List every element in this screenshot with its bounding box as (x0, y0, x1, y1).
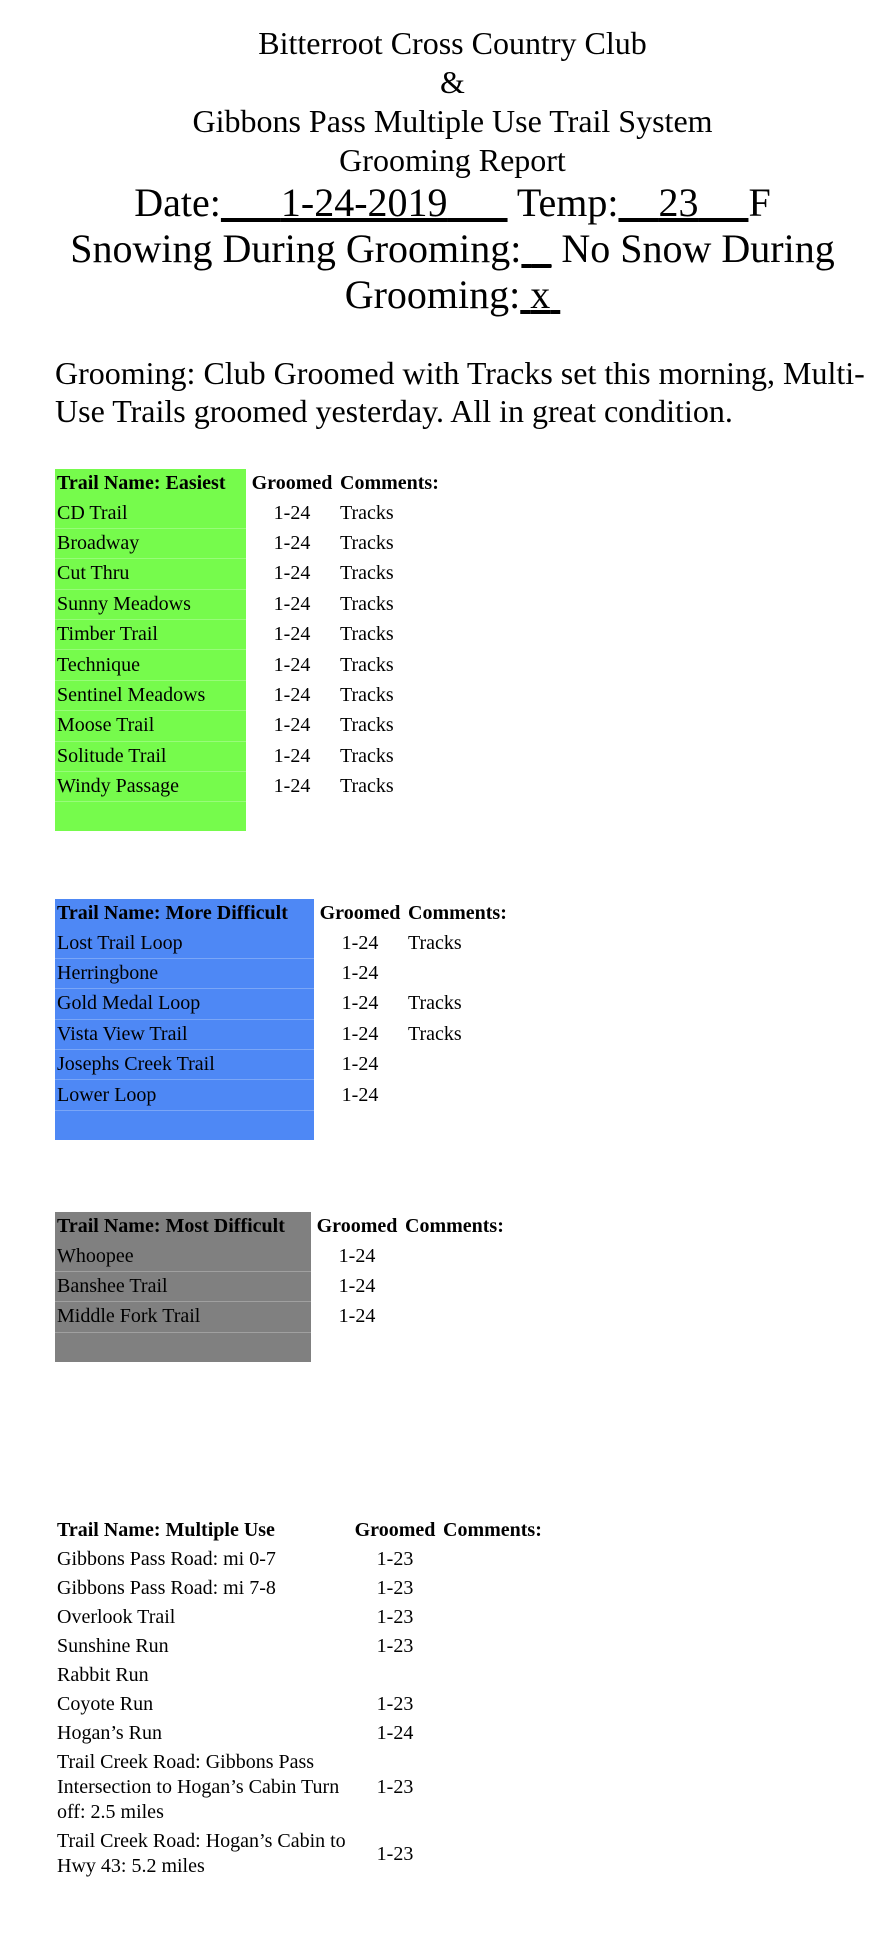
groomed-date: 1-24 (273, 744, 311, 767)
groomed-date: 1-23 (376, 1548, 414, 1570)
table-row (55, 1271, 527, 1301)
trail-name: Gibbons Pass Road: mi 7-8 (57, 1577, 276, 1599)
table-row (55, 1719, 565, 1748)
groomed-date: 1-24 (273, 501, 311, 524)
trail-name: Hogan’s Run (57, 1722, 162, 1744)
groomed-header: Groomed (354, 1519, 436, 1541)
trail-name-header: Trail Name: Most Difficult (55, 1212, 311, 1241)
snowing-value: _ (531, 226, 552, 271)
trail-comment (441, 1545, 565, 1574)
trail-comment: Tracks (340, 714, 394, 737)
date-value: 1-24-2019 (280, 180, 448, 225)
groomed-date: 1-24 (338, 1305, 376, 1328)
table-header-row (55, 899, 530, 928)
table-filler-row (55, 1110, 530, 1140)
trail-name: Cut Thru (55, 559, 246, 589)
report-header (0, 24, 887, 318)
groomed-date: 1-24 (273, 562, 311, 585)
trail-comment (406, 1080, 530, 1110)
groomed-header: Groomed (316, 1215, 398, 1238)
empty-cell (403, 1332, 527, 1362)
table-row (55, 589, 462, 619)
grooming-summary: Grooming: Club Groomed with Tracks set this morning, Multi-Use Trails groomed yesterday. All in great condition. (55, 355, 865, 429)
table-row (55, 771, 462, 801)
table-row (55, 1049, 530, 1079)
trail-name: Solitude Trail (55, 741, 246, 771)
groomed-date: 1-24 (273, 683, 311, 706)
trail-name: Technique (55, 650, 246, 680)
trail-name-header: Trail Name: More Difficult (55, 899, 314, 928)
trail-name: Sunshine Run (57, 1635, 169, 1657)
table-row (55, 1019, 530, 1049)
trail-name: Moose Trail (55, 711, 246, 741)
trail-comment (441, 1661, 565, 1690)
table-row (55, 958, 530, 988)
table-row (55, 711, 462, 741)
groomed-date: 1-24 (376, 1722, 414, 1744)
trail-comment (441, 1719, 565, 1748)
comments-header: Comments: (405, 1215, 504, 1238)
table-header-row (55, 1212, 527, 1241)
trail-name: Trail Creek Road: Gibbons Pass Intersection to Hogan’s Cabin Turn off: 2.5 miles (57, 1751, 340, 1823)
temp-unit: F (748, 180, 771, 225)
trail-comment: Tracks (408, 992, 462, 1015)
trail-comment (441, 1603, 565, 1632)
trail-comment (406, 958, 530, 988)
trail-comment (441, 1827, 565, 1881)
empty-cell (55, 1332, 311, 1362)
trail-name: Vista View Trail (55, 1019, 314, 1049)
snowing-line (0, 226, 887, 272)
trail-comment: Tracks (340, 744, 394, 767)
groomed-header: Groomed (251, 472, 333, 495)
trail-comment (441, 1574, 565, 1603)
groomed-date: 1-24 (338, 1244, 376, 1267)
snowing-label: Snowing During Grooming: (70, 226, 522, 271)
table-row (55, 1603, 565, 1632)
trail-name: Timber Trail (55, 619, 246, 649)
trail-name: Banshee Trail (55, 1271, 311, 1301)
trail-name: Rabbit Run (57, 1664, 149, 1686)
trail-name: CD Trail (55, 498, 246, 528)
trail-name: Windy Passage (55, 771, 246, 801)
comments-header: Comments: (408, 902, 507, 925)
table-row (55, 1661, 565, 1690)
more-difficult-trails-table (55, 899, 530, 1140)
groomed-date: 1-24 (273, 592, 311, 615)
trail-name: Coyote Run (57, 1693, 154, 1715)
trail-name: Lower Loop (55, 1080, 314, 1110)
trail-comment (403, 1271, 527, 1301)
table-row (55, 1302, 527, 1332)
grooming-label: Grooming: (344, 272, 521, 317)
trail-comment (441, 1748, 565, 1827)
table-row (55, 559, 462, 589)
grooming-value: x (530, 272, 551, 317)
trail-name: Trail Creek Road: Hogan’s Cabin to Hwy 43: 5.2 miles (57, 1830, 346, 1877)
date-temp-line (0, 180, 887, 226)
trail-name: Overlook Trail (57, 1606, 176, 1628)
groomed-date: 1-24 (273, 531, 311, 554)
groomed-date: 1-24 (341, 1083, 379, 1106)
table-filler-row (55, 802, 462, 832)
trail-name: Josephs Creek Trail (55, 1049, 314, 1079)
trail-comment: Tracks (340, 592, 394, 615)
table-row (55, 619, 462, 649)
trail-name: Herringbone (55, 958, 314, 988)
groomed-date: 1-24 (341, 931, 379, 954)
trail-comment (441, 1632, 565, 1661)
trail-comment: Tracks (340, 623, 394, 646)
trail-name: Gibbons Pass Road: mi 0-7 (57, 1548, 276, 1570)
groomed-date (349, 1661, 441, 1690)
trail-name: Middle Fork Trail (55, 1302, 311, 1332)
groomed-date: 1-23 (376, 1577, 414, 1599)
empty-cell (311, 1332, 403, 1362)
trail-comment (406, 1049, 530, 1079)
empty-cell (406, 1110, 530, 1140)
table-row (55, 498, 462, 528)
table-row (55, 989, 530, 1019)
table-row (55, 528, 462, 558)
table-row (55, 1545, 565, 1574)
trail-system-title: Gibbons Pass Multiple Use Trail System (192, 103, 713, 139)
temp-label: Temp: (516, 180, 619, 225)
empty-cell (246, 802, 338, 832)
groomed-date: 1-24 (341, 992, 379, 1015)
groomed-date: 1-24 (341, 1022, 379, 1045)
trail-name: Sentinel Meadows (55, 680, 246, 710)
trail-comment: Tracks (340, 562, 394, 585)
comments-header: Comments: (443, 1519, 542, 1541)
no-snow-label: No Snow During (561, 226, 835, 271)
trail-comment: Tracks (340, 653, 394, 676)
groomed-date: 1-24 (273, 623, 311, 646)
empty-cell (55, 802, 246, 832)
table-row (55, 1080, 530, 1110)
report-title: Grooming Report (339, 142, 566, 178)
table-row (55, 1748, 565, 1827)
temp-value: 23 (658, 180, 699, 225)
trail-name-header: Trail Name: Multiple Use (57, 1519, 275, 1541)
empty-cell (338, 802, 462, 832)
table-row (55, 650, 462, 680)
table-header-row (55, 469, 462, 498)
table-row (55, 928, 530, 958)
table-row (55, 1690, 565, 1719)
grooming-line (0, 272, 887, 318)
trail-comment: Tracks (340, 775, 394, 798)
club-title: Bitterroot Cross Country Club (258, 25, 647, 61)
table-filler-row (55, 1332, 527, 1362)
groomed-date: 1-23 (376, 1606, 414, 1628)
trail-comment: Tracks (408, 931, 462, 954)
empty-cell (55, 1110, 314, 1140)
trail-name-header: Trail Name: Easiest (55, 469, 246, 498)
trail-comment (403, 1241, 527, 1271)
multiple-use-trails-table (55, 1516, 565, 1881)
table-row (55, 680, 462, 710)
trail-comment: Tracks (340, 683, 394, 706)
table-header-row (55, 1516, 565, 1545)
groomed-date: 1-24 (341, 961, 379, 984)
groomed-header: Groomed (319, 902, 401, 925)
ampersand: & (440, 64, 465, 100)
table-row (55, 1632, 565, 1661)
trail-name: Broadway (55, 528, 246, 558)
trail-comment: Tracks (340, 501, 394, 524)
date-label: Date: (134, 180, 221, 225)
trail-name: Whoopee (55, 1241, 311, 1271)
groomed-date: 1-24 (273, 714, 311, 737)
empty-cell (314, 1110, 406, 1140)
groomed-date: 1-24 (338, 1274, 376, 1297)
table-row (55, 1574, 565, 1603)
table-row (55, 1827, 565, 1881)
groomed-date: 1-24 (273, 775, 311, 798)
table-row (55, 1241, 527, 1271)
most-difficult-trails-table (55, 1212, 527, 1362)
groomed-date: 1-23 (376, 1842, 414, 1865)
groomed-date: 1-23 (376, 1635, 414, 1657)
comments-header: Comments: (340, 472, 439, 495)
trail-name: Sunny Meadows (55, 589, 246, 619)
groomed-date: 1-23 (376, 1693, 414, 1715)
easiest-trails-table (55, 469, 462, 831)
trail-comment (441, 1690, 565, 1719)
table-row (55, 741, 462, 771)
groomed-date: 1-24 (273, 653, 311, 676)
trail-comment (403, 1302, 527, 1332)
groomed-date: 1-23 (376, 1776, 414, 1798)
groomed-date: 1-24 (341, 1053, 379, 1076)
trail-name: Lost Trail Loop (55, 928, 314, 958)
trail-name: Gold Medal Loop (55, 989, 314, 1019)
trail-comment: Tracks (340, 531, 394, 554)
trail-comment: Tracks (408, 1022, 462, 1045)
